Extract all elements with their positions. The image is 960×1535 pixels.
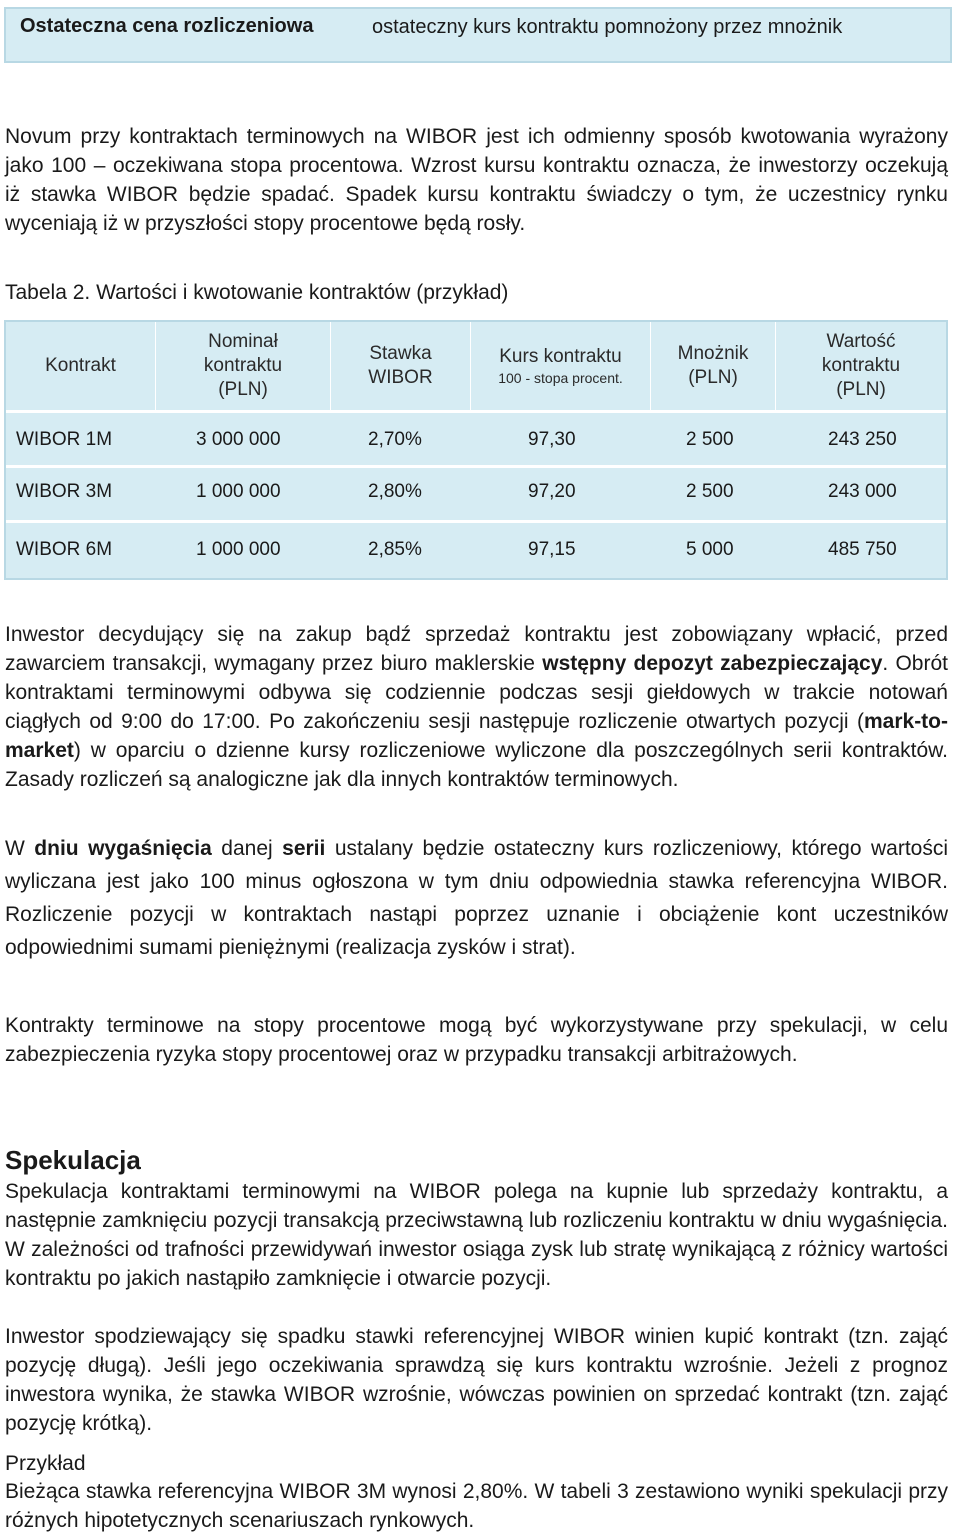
paragraph-deposit: Inwestor decydujący się na zakup bądź sprzedaż kontraktu jest zobowiązany wpłacić, przed zawarciem transakcji, wymagany przez biuro maklerskie wstępny depozyt zabezpieczający. Obrót kontraktami terminowymi odbywa się codziennie podczas sesji giełdowych w trakcie notowań ciągłych od 9:00 do 17:00. Po zakończeniu sesji następuje rozliczenie otwartych pozycji (mark-to-market) w oparciu o dzienne kursy rozliczeniowe wyliczone dla poszczególnych serii kontraktów. Zasady rozliczeń są analogiczne jak dla innych kontraktów terminowych. xyxy=(5,623,948,791)
cell-value: 243 000 xyxy=(828,481,897,502)
header-wibor-rate: Stawka WIBOR xyxy=(331,322,471,410)
cell-nominal: 3 000 000 xyxy=(196,429,281,450)
definition-value: ostateczny kurs kontraktu pomnożony przez mnożnik xyxy=(372,16,843,38)
cell-contract: WIBOR 1M xyxy=(16,429,113,450)
cell-contract: WIBOR 6M xyxy=(16,539,113,560)
cell-price: 97,30 xyxy=(528,429,576,450)
cell-multiplier: 2 500 xyxy=(686,481,734,502)
table-row xyxy=(6,410,946,465)
cell-multiplier: 5 000 xyxy=(686,539,734,560)
table-caption: Tabela 2. Wartości i kwotowanie kontraktów (przykład) xyxy=(5,281,509,304)
header-price: Kurs kontraktu 100 - stopa procent. xyxy=(471,322,651,410)
cell-wibor-rate: 2,85% xyxy=(368,539,422,560)
cell-wibor-rate: 2,70% xyxy=(368,429,422,450)
section-heading: Spekulacja xyxy=(5,1145,141,1175)
cell-value: 485 750 xyxy=(828,539,897,560)
header-value: Wartość kontraktu (PLN) xyxy=(821,331,901,400)
cell-multiplier: 2 500 xyxy=(686,429,734,450)
cell-nominal: 1 000 000 xyxy=(196,481,281,502)
cell-price: 97,20 xyxy=(528,481,576,502)
contracts-table xyxy=(4,320,948,580)
cell-nominal: 1 000 000 xyxy=(196,539,281,560)
cell-contract: WIBOR 3M xyxy=(16,481,113,502)
table-row xyxy=(6,465,946,520)
cell-price: 97,15 xyxy=(528,539,576,560)
paragraph-expiry: W dniu wygaśnięcia danej serii ustalany będzie ostateczny kurs rozliczeniowy, którego wartości wyliczana jest jako 100 minus ogłoszona w tym dniu odpowiednia stawka referencyjna WIBOR. Rozliczenie pozycji w kontraktach nastąpi poprzez uznanie i obciążenie kont uczestników odpowiednimi sumami pieniężnymi (realizacja zysków i strat). xyxy=(5,837,949,959)
paragraph-usage: Kontrakty terminowe na stopy procentowe mogą być wykorzystywane przy spekulacji, w celu zabezpieczenia ryzyka stopy procentowej oraz w przypadku transakcji arbitrażowych. xyxy=(5,1014,948,1066)
paragraph-investor: Inwestor spodziewający się spadku stawki referencyjnej WIBOR winien kupić kontrakt (tzn. zająć pozycję długą). Jeśli jego oczekiwania sprawdzą się kurs kontraktu wzrośnie. Jeżeli z prognoz inwestora wynika, że stawka WIBOR wzrośnie, wówczas powinien on sprzedać kontrakt (tzn. zająć pozycję krótką). xyxy=(5,1325,948,1435)
definition-box xyxy=(4,7,952,63)
paragraph-example: Bieżąca stawka referencyjna WIBOR 3M wynosi 2,80%. W tabeli 3 zestawiono wyniki spekulacji przy różnych hipotetycznych scenariuszach rynkowych. xyxy=(5,1480,948,1532)
header-multiplier: Mnożnik (PLN) xyxy=(651,322,776,410)
paragraph-quotation: Novum przy kontraktach terminowych na WIBOR jest ich odmienny sposób kwotowania wyrażony jako 100 – oczekiwana stopa procentowa. Wzrost kursu kontraktu oznacza, że inwestorzy oczekują iż stawka WIBOR będzie spadać. Spadek kursu kontraktu świadczy o tym, że uczestnicy rynku wyceniają iż w przyszłości stopy procentowe będą rosły. xyxy=(5,125,948,235)
header-nominal: Nominał kontraktu (PLN) xyxy=(156,322,331,410)
table-header xyxy=(6,322,946,412)
paragraph-speculation: Spekulacja kontraktami terminowymi na WIBOR polega na kupnie lub sprzedaży kontraktu, a następnie zamknięciu pozycji transakcją przeciwstawną lub rozliczeniu kontraktu w dniu wygaśnięcia. W zależności od trafności przewidywań inwestor osiąga zysk lub stratę wynikającą z różnicy wartości kontraktu po jakich nastąpiło zamknięcie i otwarcie pozycji. xyxy=(5,1180,948,1290)
header-price-sub: 100 - stopa procent. xyxy=(498,370,623,386)
example-label: Przykład xyxy=(5,1452,86,1475)
header-contract: Kontrakt xyxy=(6,322,156,410)
table-row xyxy=(6,520,946,578)
definition-label: Ostateczna cena rozliczeniowa xyxy=(20,15,314,37)
cell-wibor-rate: 2,80% xyxy=(368,481,422,502)
cell-value: 243 250 xyxy=(828,429,897,450)
